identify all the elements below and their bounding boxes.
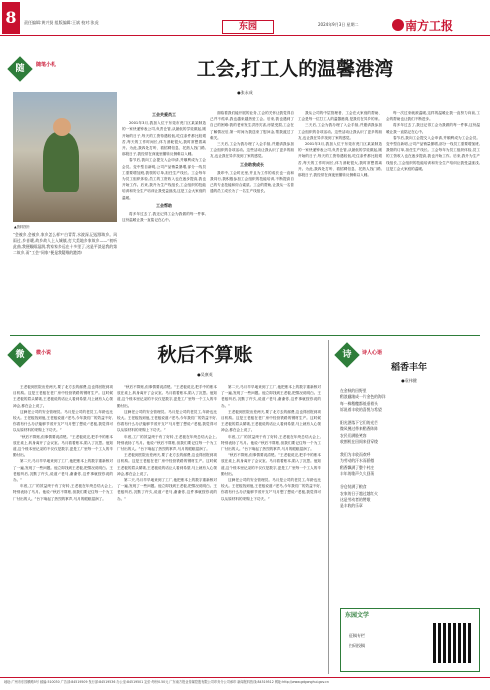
submission-title: 东园文学: [345, 612, 370, 619]
poem-line: 是丰收的乐章: [340, 503, 363, 509]
body-para: 将多年过去了,我还记得工会为我做的每一件事,这份温暖让我一直铭记在心中。: [386, 123, 480, 134]
editors-line: 责任编辑:黄兴贤 组版编辑:王斌 校对:张虎: [24, 20, 99, 25]
body-para: 将多年过去了,我还记得工会为我做的每一件事,这份温暖让我一直铭记在心中。: [122, 212, 206, 223]
poem-line: 阳光洒落下它们的光芒: [340, 420, 378, 426]
body-para: “秋后不算账,但事情要说清楚。”王老板说完,把手中的账本放在桌上,转身离开了会议室。马月看着账本,陷入了沉思。他知道,这个账本里记录的不仅仅是数字,更是工厂里每一个工人的辛勤付出。: [117, 385, 217, 408]
body-para: 我印中,工会时光里,并且为工作的成长也一直和我同行,我积极参加工会组织的技能培训,不断提高自己的专业技能和综合素质。工会的帮助,让我从一名普通的员工成长为了一名生产线组长。: [210, 170, 294, 194]
body-para: 三天后,工会为我办理了入会手续,并邀请我参加工会组织的各项活动。这些活动让我认识了更多的朋友,也让我在异乡找到了家的感觉。: [210, 142, 294, 159]
story-title: 秋后不算账: [157, 344, 253, 366]
story-column-2: [117, 384, 217, 674]
body-para: 三天后,工会为我办理了入会手续,并邀请我参加工会组织的各项活动。这些活动让我认识了更多的朋友,也让我在异乡找到了家的感觉。: [298, 123, 382, 140]
body-para: 第二天,马月早早地来到了工厂,他把账本上的数字重新核对了一遍,发现了一些问题。他立即找到王老板,把情况说明白。王老板听后,沉默了许久,说道:“老马,谢谢你,这件事就按你说的办。”: [117, 478, 217, 501]
subhead-3: 工会助我成长: [240, 161, 264, 167]
body-para: 这俩老公司的安全管理员。马月是公司的老员工,年龄也比较大。王老板找到他,王老板说道:“老马,今年我们厂的效益不好,你看有什么办法能够节省开支?”马月想了想说:“老板,我觉得可以从原材料的采购上下功夫。”: [13, 409, 113, 433]
submission-box: [340, 608, 480, 672]
section-divider: [10, 335, 480, 336]
column-badge-text: 微: [15, 350, 25, 360]
body-para: 第二天,马月早早地来到了工厂,他把账本上的数字重新核对了一遍,发现了一些问题。他立即找到王老板,把情况说明白。王老板听后,沉默了许久,说道:“老马,谢谢你,这件事就按你说的办。”: [221, 385, 321, 408]
body-para: 王老板到医院出差两天,要了北方去的邮费,这也得回报到项目机构。这是王老板在老厂房中经营铁路的钢材生产。这时候王老板的眉头紧皱,王老板说的话让人看到希望,马上就有人心领神会,都在会上说了。: [13, 385, 113, 408]
page-number: 8: [2, 2, 20, 34]
column-name: 微小说: [36, 350, 52, 356]
body-para: 年底,工厂的效益终于有了好转,王老板在年终总结大会上,特别表扬了马月。他说:“秋后不算账,但我们要记住每一个为工厂付出的人。”台下响起了热烈的掌声,马月的眼眶湿润了。: [117, 434, 217, 452]
submission-sub: 征稿专栏: [349, 633, 365, 638]
column-divider: [328, 340, 329, 674]
story-column-3: [221, 384, 321, 674]
body-para: 王老板到医院出差两天,要了北方去的邮费,这也得回报到项目机构。这是王老板在老厂房中经营铁路的钢材生产。这时候王老板的眉头紧皱,王老板说的话让人看到希望,马上就有人心领神会,都在会上说了。: [117, 453, 217, 476]
poem-author: ●袁伟健: [401, 378, 417, 383]
column-badge-text: 诗: [342, 350, 352, 360]
section-name: 东园: [222, 20, 274, 34]
column-name: 诗人心语: [362, 350, 383, 356]
body-para: 每一次过来就被温暖,这样的温暖让我一直努力向前,工会的帮助也让我们不断进步。: [386, 111, 480, 122]
worker-figure: [43, 132, 79, 192]
column-name: 随笔小札: [36, 62, 57, 68]
article-column-4: [386, 110, 480, 330]
qr-code-icon[interactable]: [433, 623, 473, 663]
issue-date: 2024年9月3日 星期二: [318, 22, 359, 27]
poem-line: 我们为丰收而欢呼: [340, 452, 371, 458]
body-para: 第二天,马月早早地来到了工厂,他把账本上的数字重新核对了一遍,发现了一些问题。他立即找到王老板,把情况说明白。王老板听后,沉默了许久,说道:“老马,谢谢你,这件事就按你说的办。”: [13, 459, 113, 483]
page-footer: 地址:广州市东园横路5号 邮编:510030 广告部:84519509 发行部:84519536 办公室:84519501 定价:每份0.50元 广东南方报业传媒控股有限公司印务分公司承印 新闻报料热线:84519512 网址:http://www.gdgonghui.gov.cn: [0, 677, 490, 690]
poem-line: 这是劳动者的赞歌: [340, 496, 371, 502]
poem-line: 农民们满脸笑容: [340, 432, 367, 438]
body-para: 春节后,我向工会提交入会申请,并顺利成为工会会员。变中型自新明,公司产品销量暴增,部分一线员工需要增加班,我领的订单,担任生产线长。工会每年为员工组织体检,员工的工资收入也在逐步提高,我也开始工作。后来,我升为生产线组长,工会组织的技能培训和安全生产培训让我受益匪浅,这是工会大家庭的温暖。: [122, 158, 206, 200]
body-para: 年底,工厂的效益终于有了好转,王老板在年终总结大会上,特别表扬了马月。他说:“秋后不算账,但我们要记住每一个为工厂付出的人。”台下响起了热烈的掌声,马月的眼眶湿润了。: [13, 484, 113, 501]
article-photo: [13, 92, 117, 222]
poem-title: 稻香丰年: [390, 363, 427, 373]
newspaper-logo-icon: [392, 19, 404, 31]
body-para: 2001年3月,我加入位于东莞市虎门区某某制造的一家快递钟表公司,负责仓管,从最低的学徒做起,刚开始的日子,每天的工资待遇较低,吃住条件都比较艰苦,每天的工作时间长,体力消耗很大,我时常想着离开。为此,我四处打听、看招聘信息、托熟人找门路,那段日子,我经常在深夜里辗转反侧难以入睡。: [122, 121, 206, 157]
poem-line: 稻香飘满了整个村庄: [340, 464, 375, 470]
poem-line: 在金秋的田野里: [340, 388, 367, 393]
poem-line: 诉说着丰收的喜悦与希望: [340, 407, 382, 413]
story-author: ●吴康英: [197, 372, 213, 377]
body-para: 王老板到医院出差两天,要了北方去的邮费,这也得回报到项目机构。这是王老板在老厂房中经营铁路的钢材生产。这时候王老板的眉头紧皱,王老板说的话让人看到希望,马上就有人心领神会,都在会上说了。: [221, 409, 321, 433]
column-badge-text: 随: [15, 64, 25, 74]
poem-body: [340, 388, 480, 510]
poem-line: 收割机在田间来回穿梭: [340, 439, 378, 445]
body-para: 年底,工厂的效益终于有了好转,王老板在年终总结大会上,特别表扬了马月。他说:“秋后不算账,但我们要记住每一个为工厂付出的人。”台下响起了热烈的掌声,马月的眼眶湿润了。: [221, 434, 321, 452]
body-para: 面临着我们能开展的业务,工会的关怀让我觉得自己并不孤单,我也越来越热爱工会。后来,我也遇到了自己的困难:我的老家发生洪涝灾害,房屋受损,工会在了解情况后,第一时间为我送来了慰问金,帮我渡过了难关。: [210, 111, 294, 140]
body-para: 2001年3月,我加入位于东莞市虎门区某某制造的一家快递钟表公司,负责仓管,从最低的学徒做起,刚开始的日子,每天的工资待遇较低,吃住条件都比较艰苦,每天的工作时间长,体力消耗很大,我时常想着离开。为此,我四处打听、看招聘信息、托熟人找门路,那段日子,我经常在深夜里辗转反侧难以入睡。: [298, 142, 382, 178]
body-para: “秋后不算账,但事情要说清楚。”王老板说完,把手中的账本放在桌上,转身离开了会议室。马月看着账本,陷入了沉思。他知道,这个账本里记录的不仅仅是数字,更是工厂里每一个工人的辛勤付出。: [13, 434, 113, 458]
story-column-1: [13, 384, 113, 674]
poem-line: 每一株稻穗都低垂着头: [340, 400, 378, 406]
poem-line: 稻浪翻滚成一片金色的海洋: [340, 394, 386, 400]
photo-caption: ▲资料图片: [14, 225, 31, 229]
newspaper-logo: 南方工报: [405, 19, 454, 33]
article-author: ●张永成: [237, 90, 253, 95]
body-para: “秋后不算账,但事情要说清楚。”王老板说完,把手中的账本放在桌上,转身离开了会议室。马月看着账本,陷入了沉思。他知道,这个账本里记录的不仅仅是数字,更是工厂里每一个工人的辛勤付出。: [221, 453, 321, 476]
poem-line: 为劳动的汗水而骄傲: [340, 458, 375, 464]
pull-quote: “会被乡,会被乡,家乡怎么样?”白青青,水波深,记起那故乡。风雨过,乡音暖,故乡故人上入城镇,打大美地乡家故乡——”初听此曲,我便眼眶湿润,我家家乡远在十多里了,这是平淡是我的第二故乡,而“工会”同家”便是我疑唯的港湾!: [13, 232, 117, 255]
body-para: 这俩老公司的安全管理员。马月是公司的老员工,年龄也比较大。王老板找到他,王老板说道:“老马,今年我们厂的效益不好,你看有什么办法能够节省开支?”马月想了想说:“老板,我觉得可以从原材料的采购上下功夫。”: [221, 478, 321, 501]
poem-line: 丰年的歌声久久回荡: [340, 471, 375, 477]
poem-line: 谷仓装满了粮食: [340, 484, 367, 490]
body-para: 我从公司的中层管理者、工会在大家庭的帮助、工会是每一位打工人的温馨港湾,是我们在异乡的家。: [298, 111, 382, 122]
article-column-3: [298, 110, 382, 330]
worker-head: [53, 118, 71, 136]
subhead-1: 工会关爱员工: [152, 112, 176, 117]
page-header: [0, 0, 490, 36]
poem-line: 微风拂过带来稻香阵阵: [340, 426, 378, 432]
article-column-2: [210, 110, 294, 330]
subhead-2: 工会帮助: [156, 202, 172, 208]
body-para: 春节后,我向工会提交入会申请,并顺利成为工会会员。变中型自新明,公司产品销量暴增,部分一线员工需要增加班,我领的订单,担任生产线长。工会每年为员工组织体检,员工的工资收入也在逐步提高,我也开始工作。后来,我升为生产线组长,工会组织的技能培训和安全生产培训让我受益匪浅,这是工会大家庭的温暖。: [386, 135, 480, 171]
body-para: 这俩老公司的安全管理员。马月是公司的老员工,年龄也比较大。王老板找到他,王老板说道:“老马,今年我们厂的效益不好,你看有什么办法能够节省开支?”马月想了想说:“老板,我觉得可以从原材料的采购上下功夫。”: [117, 409, 217, 433]
submission-note: 扫码投稿: [349, 643, 365, 648]
article-column-1: [122, 110, 206, 330]
poem-line: 农家的日子越过越红火: [340, 490, 378, 496]
article-title: 工会,打工人的温馨港湾: [196, 58, 394, 80]
